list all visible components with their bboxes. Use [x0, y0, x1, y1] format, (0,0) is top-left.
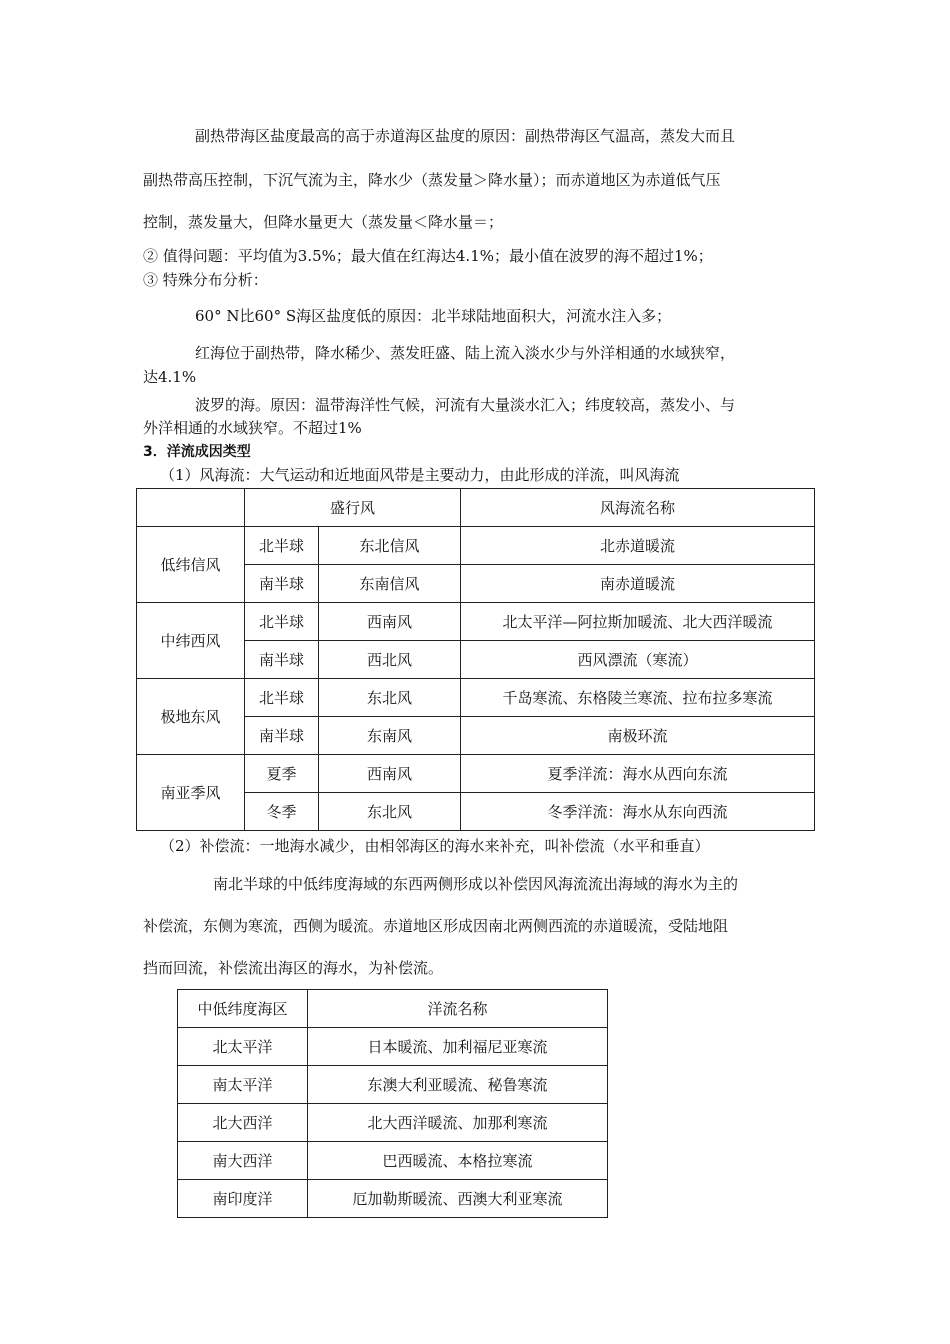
- paragraph-line: 副热带海区盐度最高的高于赤道海区盐度的原因：副热带海区气温高，蒸发大而且: [195, 127, 736, 145]
- table-cell: 低纬信风: [137, 527, 245, 603]
- paragraph-line: 波罗的海。原因：温带海洋性气候，河流有大量淡水汇入；纬度较高，蒸发小、与: [195, 396, 736, 414]
- table-header-row: [178, 990, 608, 1028]
- paragraph-line: 60° N比60° S海区盐度低的原因：北半球陆地面积大，河流水注入多；: [195, 307, 672, 325]
- table-cell: 西南风: [319, 603, 461, 641]
- table-cell: 南大西洋: [178, 1142, 308, 1180]
- table-cell: 东南信风: [319, 565, 461, 603]
- table-cell: 东北信风: [319, 527, 461, 565]
- table-cell: 巴西暖流、本格拉寒流: [308, 1142, 608, 1180]
- table-row: [178, 1028, 608, 1066]
- paragraph-line: 控制，蒸发量大，但降水量更大（蒸发量＜降水量＝；: [143, 213, 504, 231]
- table-row: [137, 755, 815, 793]
- table-row: [137, 603, 815, 641]
- table-cell: 厄加勒斯暖流、西澳大利亚寒流: [308, 1180, 608, 1218]
- table-cell: 南半球: [245, 641, 319, 679]
- table-cell: 北太平洋—阿拉斯加暖流、北大西洋暖流: [461, 603, 815, 641]
- table-cell: 西南风: [319, 755, 461, 793]
- table-cell: 北半球: [245, 527, 319, 565]
- table-cell: 北太平洋: [178, 1028, 308, 1066]
- table-row: [178, 1104, 608, 1142]
- table-cell: 冬季: [245, 793, 319, 831]
- compensation-current-table: [177, 989, 608, 1218]
- table-cell: 东北风: [319, 679, 461, 717]
- list-item: ③ 特殊分布分析：: [143, 271, 268, 289]
- table-header-cell: 中低纬度海区: [178, 990, 308, 1028]
- table-row: [137, 527, 815, 565]
- paragraph-line: 红海位于副热带，降水稀少、蒸发旺盛、陆上流入淡水少与外洋相通的水域狭窄，: [195, 344, 736, 362]
- table-row: [178, 1066, 608, 1104]
- subsection-intro: （2）补偿流：一地海水减少，由相邻海区的海水来补充，叫补偿流（水平和垂直）: [160, 837, 710, 855]
- table-header-cell: 风海流名称: [461, 489, 815, 527]
- paragraph-line: 挡而回流，补偿流出海区的海水，为补偿流。: [143, 959, 444, 977]
- table-row: [178, 1180, 608, 1218]
- table-cell: 南亚季风: [137, 755, 245, 831]
- table-cell: 夏季: [245, 755, 319, 793]
- table-cell: 北半球: [245, 603, 319, 641]
- table-cell: 极地东风: [137, 679, 245, 755]
- wind-current-table: [136, 488, 815, 831]
- table-cell: 夏季洋流：海水从西向东流: [461, 755, 815, 793]
- table-cell: 南太平洋: [178, 1066, 308, 1104]
- table-header-cell: 洋流名称: [308, 990, 608, 1028]
- table-cell: 东南风: [319, 717, 461, 755]
- paragraph-line: 外洋相通的水域狭窄。不超过1%: [143, 419, 362, 437]
- table-cell: 北大西洋: [178, 1104, 308, 1142]
- table-row: [178, 1142, 608, 1180]
- table-row: [137, 679, 815, 717]
- table-cell: 冬季洋流：海水从东向西流: [461, 793, 815, 831]
- table-cell: 北赤道暖流: [461, 527, 815, 565]
- table-cell: 西风漂流（寒流）: [461, 641, 815, 679]
- table-cell: 南赤道暖流: [461, 565, 815, 603]
- table-cell: 日本暖流、加利福尼亚寒流: [308, 1028, 608, 1066]
- paragraph-line: 南北半球的中低纬度海域的东西两侧形成以补偿因风海流流出海域的海水为主的: [213, 875, 739, 893]
- table-cell: 千岛寒流、东格陵兰寒流、拉布拉多寒流: [461, 679, 815, 717]
- list-item: ② 值得问题：平均值为3.5%；最大值在红海达4.1%；最小值在波罗的海不超过1%；: [143, 247, 713, 265]
- table-cell: 西北风: [319, 641, 461, 679]
- table-cell: 中纬西风: [137, 603, 245, 679]
- paragraph-line: 副热带高压控制，下沉气流为主，降水少（蒸发量＞降水量）；而赤道地区为赤道低气压: [143, 171, 721, 189]
- table-cell: 东北风: [319, 793, 461, 831]
- table-cell: 北半球: [245, 679, 319, 717]
- table-cell: 南半球: [245, 717, 319, 755]
- paragraph-line: 补偿流，东侧为寒流，西侧为暖流。赤道地区形成因南北两侧西流的赤道暖流，受陆地阻: [143, 917, 729, 935]
- table-cell: 南半球: [245, 565, 319, 603]
- table-cell: 北大西洋暖流、加那利寒流: [308, 1104, 608, 1142]
- table-cell: 东澳大利亚暖流、秘鲁寒流: [308, 1066, 608, 1104]
- table-cell: 南印度洋: [178, 1180, 308, 1218]
- table-header-cell: [137, 489, 245, 527]
- table-header-cell: 盛行风: [245, 489, 461, 527]
- subsection-intro: （1）风海流：大气运动和近地面风带是主要动力，由此形成的洋流，叫风海流: [160, 466, 680, 484]
- table-header-row: [137, 489, 815, 527]
- section-heading: 3．洋流成因类型: [143, 444, 251, 460]
- table-cell: 南极环流: [461, 717, 815, 755]
- paragraph-line: 达4.1%: [143, 368, 197, 386]
